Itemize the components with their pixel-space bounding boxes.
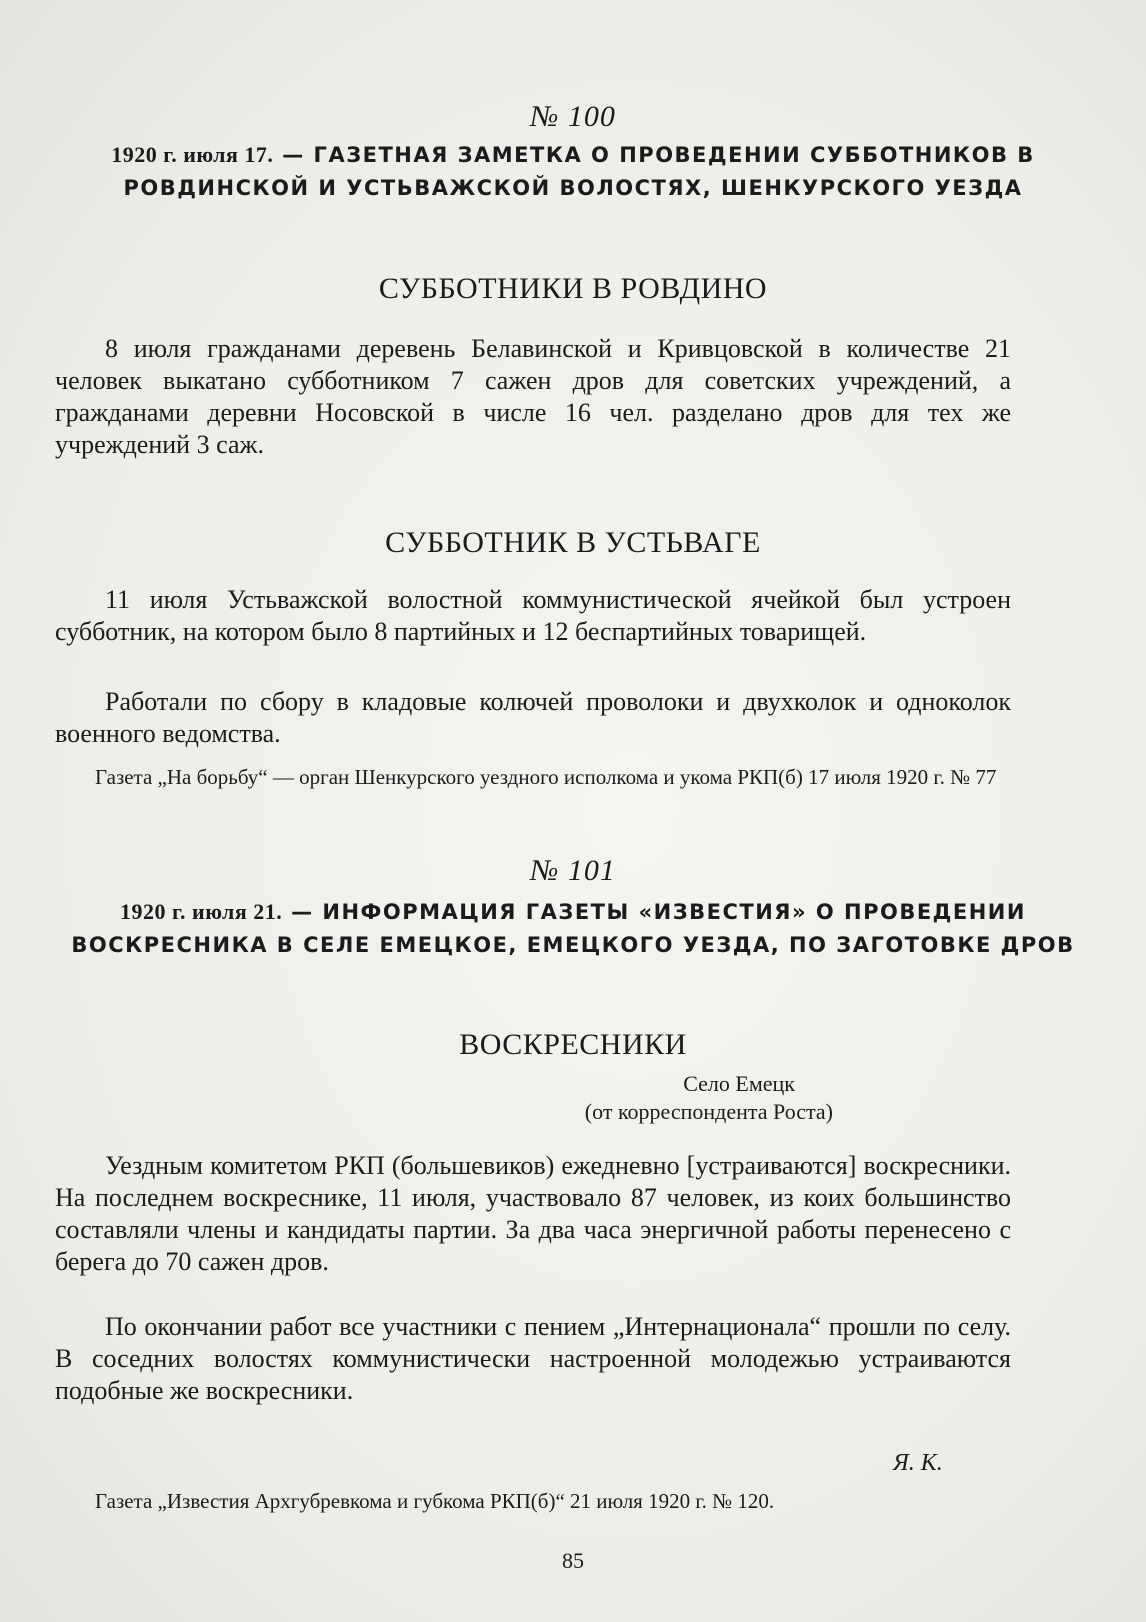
article-title: СУББОТНИК В УСТЬВАГЕ [385, 526, 761, 559]
article-title: ВОСКРЕСНИКИ [459, 1028, 687, 1061]
heading-date: 1920 г. июля 21. [120, 899, 283, 924]
document-number: № 100 [530, 100, 616, 133]
document-heading [60, 138, 1086, 205]
source-citation: Газета „Известия Архгубревкома и губкома РКП(б)“ 21 июля 1920 г. № 120. [95, 1489, 775, 1513]
heading-text: — ГАЗЕТНАЯ ЗАМЕТКА О ПРОВЕДЕНИИ СУББОТНИКОВ В РОВДИНСКОЙ И УСТЬВАЖСКОЙ ВОЛОСТЯХ, ШЕНКУРСКОГО УЕЗДА [123, 143, 1035, 200]
place-line: Село Емецк [683, 1071, 795, 1096]
article-paragraph: 8 июля гражданами деревень Белавинской и Кривцовской в количестве 21 человек выкатано субботником 7 сажен дров для советских учреждений, а гражданами деревни Носовской в числе 16 чел. разделано дров для тех же учреждений 3 саж. [55, 334, 1011, 459]
document-number: № 101 [530, 854, 616, 887]
heading-date: 1920 г. июля 17. [111, 142, 274, 167]
source-citation: Газета „На борьбу“ — орган Шенкурского уездного исполкома и укома РКП(б) 17 июля 1920 г. № 77 [95, 765, 997, 789]
article-title: СУББОТНИКИ В РОВДИНО [378, 272, 768, 305]
page-number: 85 [562, 1548, 584, 1573]
article-paragraph: По окончании работ все участники с пением „Интернационала“ прошли по селу. В соседних волостях коммунистически настроенной молодежью устраиваются подобные же воскресники. [55, 1312, 1011, 1405]
article-paragraph: 11 июля Устьважской волостной коммунистической ячейкой был устроен субботник, на котором было 8 партийных и 12 беспартийных товарищей. [55, 585, 1011, 646]
correspondent-line: (от корреспондента Роста) [584, 1099, 833, 1124]
article-paragraph: Уездным комитетом РКП (большевиков) ежедневно [устраиваются] воскресники. На последнем воскреснике, 11 июля, участвовало 87 человек, из коих большинство составляли члены и кандидаты партии. За два часа энергичной работы перенесено с берега до 70 сажен дров. [55, 1151, 1011, 1276]
signature-initials: Я. К. [893, 1450, 943, 1476]
article-paragraph: Работали по сбору в кладовые колючей проволоки и двухколок и одноколок военного ведомства. [55, 687, 1011, 748]
document-heading [60, 895, 1086, 962]
heading-text: — ИНФОРМАЦИЯ ГАЗЕТЫ «ИЗВЕСТИЯ» О ПРОВЕДЕНИИ ВОСКРЕСНИКА В СЕЛЕ ЕМЕЦКОЕ, ЕМЕЦКОГО УЕЗДА, ПО ЗАГОТОВКЕ ДРОВ [71, 900, 1075, 957]
